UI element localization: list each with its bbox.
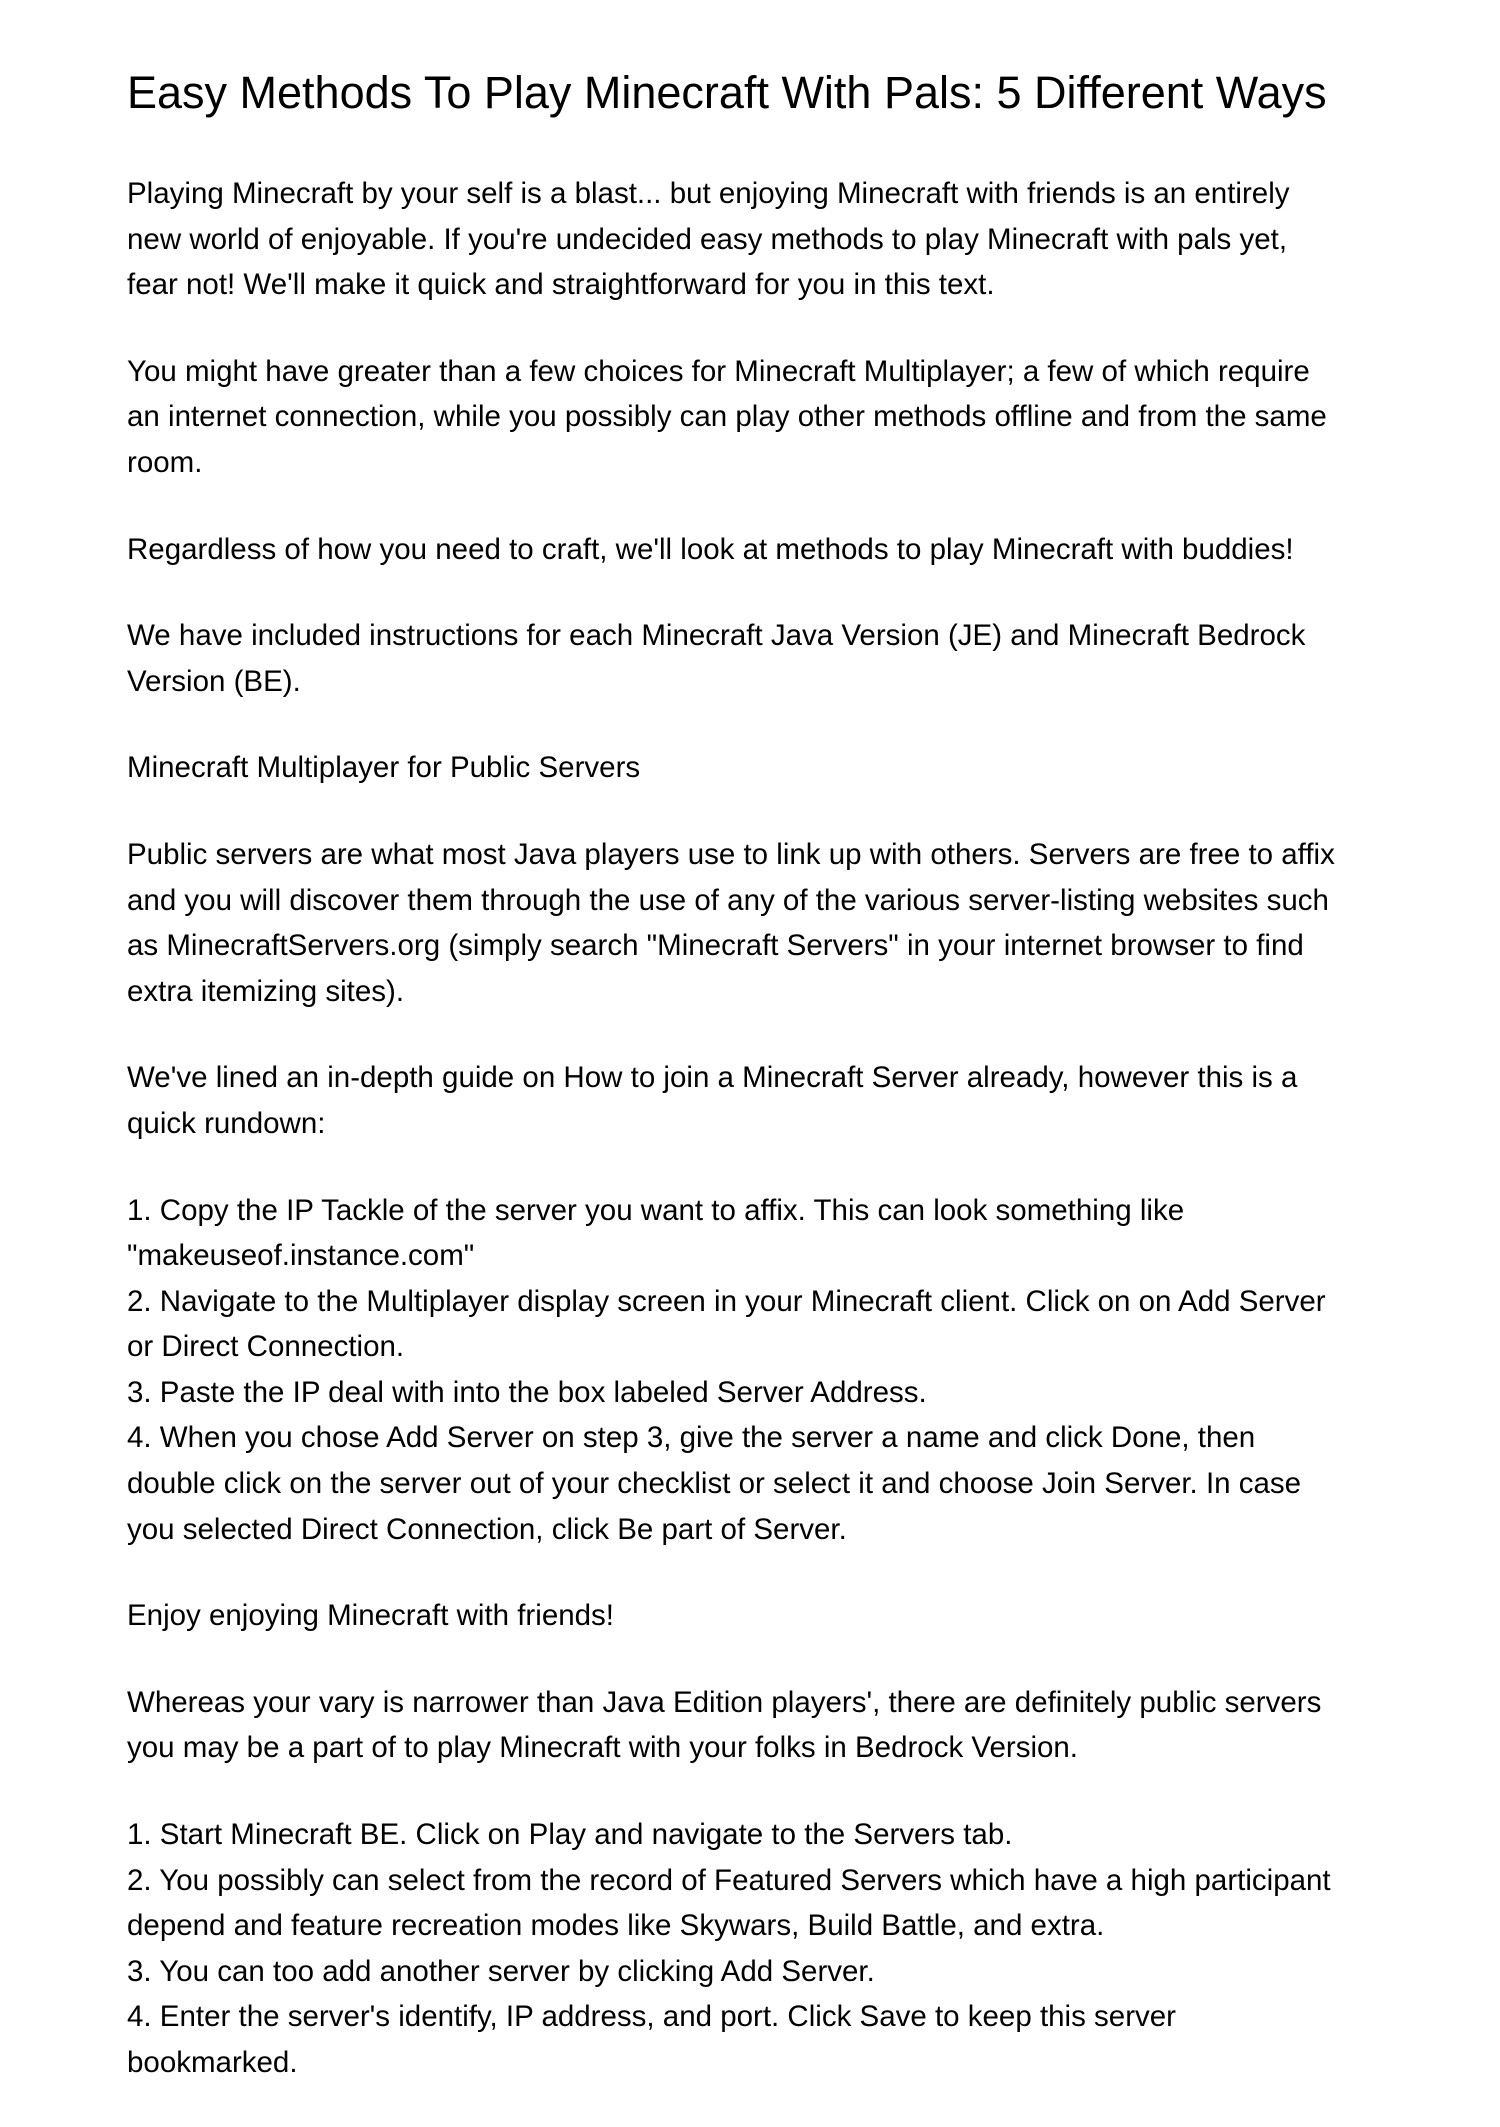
paragraph [127, 1680, 1387, 1771]
paragraph-line: 4. Enter the server's identify, IP address, and port. Click Save to keep this server [127, 2000, 1177, 2034]
paragraph [127, 1055, 1387, 1146]
paragraph-line: Regardless of how you need to craft, we'll look at methods to play Minecraft with buddies! [127, 532, 1294, 566]
paragraph-line: You might have greater than a few choices for Minecraft Multiplayer; a few of which require [127, 354, 1310, 388]
document-page [127, 62, 1387, 2127]
paragraph-line: 1. Start Minecraft BE. Click on Play and navigate to the Servers tab. [127, 1818, 1013, 1852]
paragraph-line: you selected Direct Connection, click Be part of Server. [127, 1512, 847, 1546]
paragraph [127, 1593, 1387, 1639]
paragraph-line: double click on the server out of your checklist or select it and choose Join Server. In case [127, 1467, 1302, 1501]
document-body [127, 171, 1387, 2086]
paragraph [127, 349, 1387, 486]
paragraph-line: bookmarked. [127, 2046, 298, 2079]
paragraph-line: new world of enjoyable. If you're undecided easy methods to play Minecraft with pals yet, [127, 222, 1288, 256]
paragraph-line: extra itemizing sites). [127, 974, 405, 1008]
paragraph-line: Playing Minecraft by your self is a blast... but enjoying Minecraft with friends is an entirely [127, 177, 1290, 210]
paragraph-line: 3. Paste the IP deal with into the box labeled Server Address. [127, 1375, 927, 1409]
paragraph-line: room. [127, 445, 203, 479]
paragraph-line: fear not! We'll make it quick and straightforward for you in this text. [127, 268, 995, 302]
paragraph-line: Minecraft Multiplayer for Public Servers [127, 751, 641, 785]
paragraph [127, 171, 1387, 308]
page-title: Easy Methods To Play Minecraft With Pals: 5 Different Ways [127, 67, 1327, 118]
paragraph-line: or Direct Connection. [127, 1330, 405, 1364]
paragraph [127, 527, 1387, 573]
paragraph-line: and you will discover them through the use of any of the various server-listing websites such [127, 883, 1329, 917]
paragraph-line: Public servers are what most Java players use to link up with others. Servers are free to affix [127, 837, 1335, 871]
paragraph-line: depend and feature recreation modes like Skywars, Build Battle, and extra. [127, 1909, 1105, 1943]
paragraph-line: We have included instructions for each Minecraft Java Version (JE) and Minecraft Bedrock [127, 619, 1306, 653]
paragraph-line: 1. Copy the IP Tackle of the server you want to affix. This can look something like [127, 1193, 1185, 1227]
paragraph-line: Version (BE). [127, 664, 301, 698]
paragraph [127, 745, 1387, 791]
paragraph [127, 1812, 1387, 2086]
paragraph-line: 4. When you chose Add Server on step 3, give the server a name and click Done, then [127, 1421, 1256, 1455]
paragraph-line: "makeuseof.instance.com" [127, 1239, 475, 1273]
paragraph-line: Whereas your vary is narrower than Java Edition players', there are definitely public servers [127, 1685, 1322, 1719]
paragraph-line: 2. You possibly can select from the record of Featured Servers which have a high participant [127, 1863, 1331, 1897]
paragraph-line: an internet connection, while you possibly can play other methods offline and from the same [127, 400, 1327, 434]
paragraph-line: Enjoy enjoying Minecraft with friends! [127, 1599, 614, 1633]
paragraph-line: quick rundown: [127, 1106, 326, 1140]
paragraph-line: you may be a part of to play Minecraft with your folks in Bedrock Version. [127, 1731, 1079, 1765]
paragraph-line: 2. Navigate to the Multiplayer display screen in your Minecraft client. Click on on Add Server [127, 1284, 1326, 1318]
paragraph [127, 832, 1387, 1014]
paragraph-line: We've lined an in-depth guide on How to join a Minecraft Server already, however this is a [127, 1061, 1298, 1095]
paragraph-line: 3. You can too add another server by clicking Add Server. [127, 1954, 875, 1988]
paragraph [127, 613, 1387, 704]
paragraph-line: as MinecraftServers.org (simply search "Minecraft Servers" in your internet browser to find [127, 929, 1304, 963]
paragraph [127, 1188, 1387, 1553]
